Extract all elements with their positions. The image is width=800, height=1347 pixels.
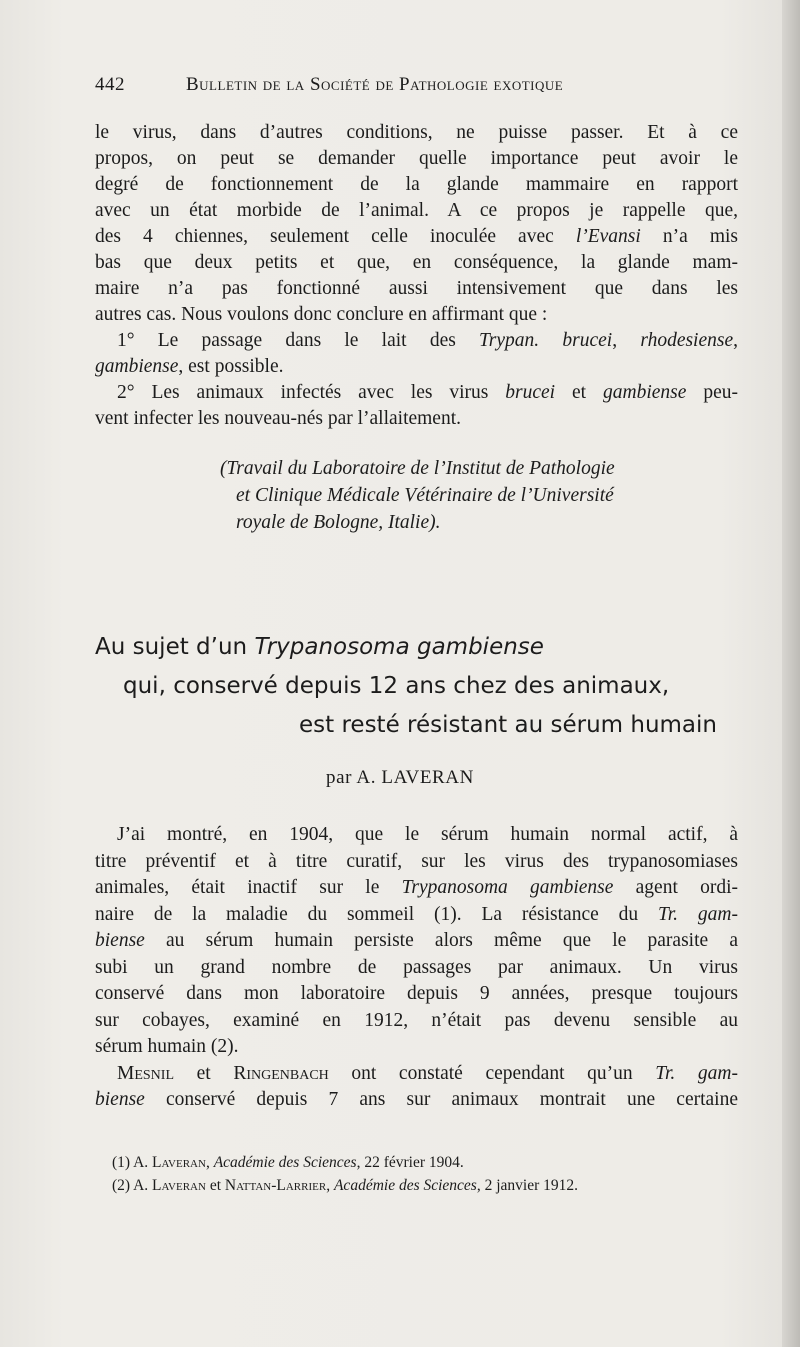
text-line: sur cobayes, examiné en 1912, n’était pas devenu sensible au xyxy=(95,1009,738,1031)
text-run: 2° Les animaux infectés avec les virus xyxy=(117,382,506,403)
text-run: et xyxy=(205,1177,225,1194)
text-line xyxy=(95,224,738,250)
text-run: n’a mis xyxy=(640,226,738,247)
text-line xyxy=(117,380,738,406)
text-run-italic: Trypan. brucei xyxy=(479,330,613,351)
text-line: sérum humain (2). xyxy=(95,1036,239,1057)
text-line xyxy=(117,1061,738,1087)
text-line xyxy=(95,354,738,380)
text-line: propos, on peut se demander quelle importance peut avoir le xyxy=(95,148,738,169)
text-run: conservé depuis 7 ans sur animaux montrait une certaine xyxy=(144,1089,738,1110)
text-line: le virus, dans d’autres conditions, ne puisse passer. Et à ce xyxy=(95,122,738,143)
text-run: ont constaté cependant qu’un xyxy=(328,1062,656,1084)
text-line xyxy=(95,928,738,954)
text-run: , xyxy=(733,330,738,351)
text-line: autres cas. Nous voulons donc conclure en affirmant que : xyxy=(95,304,548,325)
text-line: titre préventif et à titre curatif, sur les virus des trypanosomiases xyxy=(95,850,738,872)
text-run: (2) A. xyxy=(112,1177,153,1194)
page-number: 442 xyxy=(95,74,125,95)
text-run: au sérum humain persiste alors même que le parasite a xyxy=(144,930,738,951)
title-line: qui, conservé depuis 12 ans chez des animaux, xyxy=(123,673,670,699)
title-run: Au sujet d’un xyxy=(95,634,255,660)
text-run: agent ordi- xyxy=(613,877,738,898)
page-edge xyxy=(782,0,800,1347)
text-line: maire n’a pas fonctionné aussi intensivement que dans les xyxy=(95,278,738,299)
text-line: conservé dans mon laboratoire depuis 9 années, presque toujours xyxy=(95,983,738,1004)
text-line xyxy=(117,328,738,354)
text-run: , 2 janvier 1912. xyxy=(476,1177,579,1194)
text-line: subi un grand nombre de passages par animaux. Un virus xyxy=(95,956,738,978)
text-run: , xyxy=(326,1177,334,1194)
text-run-italic: l’Evansi xyxy=(575,226,641,247)
text-run: des 4 chiennes, seulement celle inoculée avec xyxy=(95,226,576,247)
text-run: naire de la maladie du sommeil (1). La résistance du xyxy=(95,903,658,925)
text-run: peu- xyxy=(686,382,738,403)
text-line: avec un état morbide de l’animal. A ce propos je rappelle que, xyxy=(95,200,738,221)
title-run-italic: Trypanosoma gambiense xyxy=(254,634,544,660)
text-run-italic: gambiense xyxy=(603,382,687,403)
title-line: est resté résistant au sérum humain xyxy=(299,712,717,738)
text-run-smallcaps: Mesnil xyxy=(117,1062,175,1084)
text-run: , est possible. xyxy=(178,356,284,377)
article-title xyxy=(95,628,738,745)
text-run-smallcaps: Laveran xyxy=(152,1154,206,1171)
text-run-smallcaps: Nattan-Larrier xyxy=(224,1177,327,1194)
text-run-italic: Tr. gam- xyxy=(655,1062,738,1084)
text-run: , xyxy=(205,1154,214,1171)
title-line xyxy=(95,628,738,667)
credit-line: et Clinique Médicale Vétérinaire de l’Université xyxy=(236,485,614,506)
text-line: J’ai montré, en 1904, que le sérum humain normal actif, à xyxy=(117,824,738,845)
footnotes xyxy=(112,1151,752,1197)
credit-line: (Travail du Laboratoire de l’Institut de Pathologie xyxy=(220,458,615,479)
author-byline: par A. LAVERAN xyxy=(326,767,474,788)
text-run-italic: Trypanosoma gambiense xyxy=(401,877,614,898)
text-run-italic: Académie des Sciences xyxy=(213,1154,357,1171)
text-run-smallcaps: Laveran xyxy=(152,1177,206,1194)
text-run: et xyxy=(174,1062,234,1084)
text-line xyxy=(95,902,738,928)
text-run: (1) A. xyxy=(112,1154,153,1171)
text-line xyxy=(95,1087,738,1113)
text-run: , xyxy=(612,330,641,351)
text-line xyxy=(95,875,738,901)
credit-line: royale de Bologne, Italie). xyxy=(236,512,441,533)
text-run: animales, était inactif sur le xyxy=(95,877,402,898)
text-run-italic: Académie des Sciences xyxy=(333,1177,477,1194)
text-line: bas que deux petits et que, en conséquence, la glande mam- xyxy=(95,252,738,273)
text-run: , 22 février 1904. xyxy=(356,1154,464,1171)
text-run-italic: biense xyxy=(95,930,145,951)
running-header xyxy=(0,74,800,104)
text-run-italic: brucei xyxy=(505,382,556,403)
text-run-italic: rhodesiense xyxy=(640,330,734,351)
laboratory-credit xyxy=(220,455,740,536)
footnote-1 xyxy=(112,1151,752,1174)
text-run-italic: gambiense xyxy=(95,356,179,377)
running-title: Bulletin de la Société de Pathologie exotique xyxy=(186,74,564,95)
text-line: vent infecter les nouveau-nés par l’allaitement. xyxy=(95,408,462,429)
text-run-italic: biense xyxy=(95,1089,145,1110)
footnote-2 xyxy=(112,1174,752,1197)
text-run: et xyxy=(555,382,604,403)
text-run-italic: Tr. gam- xyxy=(657,903,738,925)
text-run: 1° Le passage dans le lait des xyxy=(117,330,480,351)
text-run-smallcaps: Ringenbach xyxy=(233,1062,329,1084)
text-line: degré de fonctionnement de la glande mammaire en rapport xyxy=(95,174,738,195)
